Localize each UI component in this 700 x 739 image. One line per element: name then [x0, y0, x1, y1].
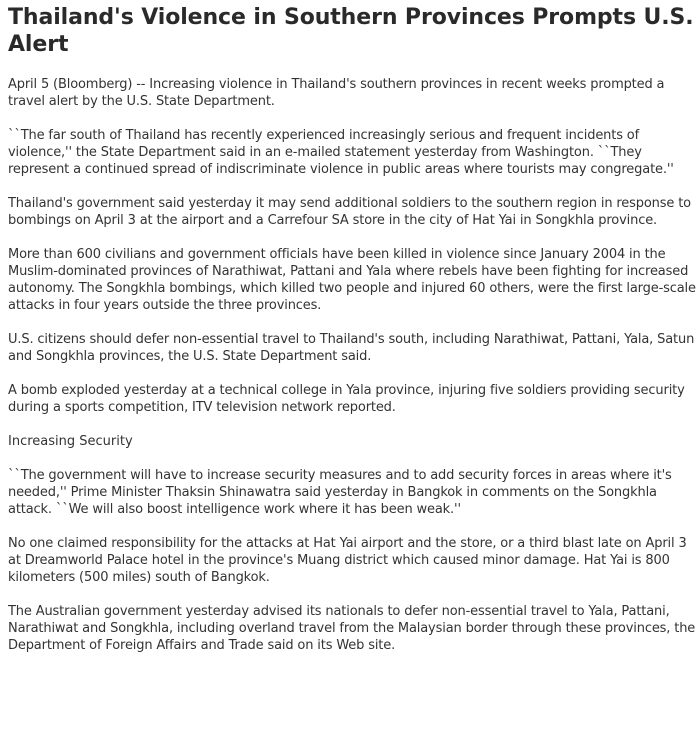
- section-subheading: Increasing Security: [8, 434, 133, 449]
- paragraph-1: April 5 (Bloomberg) -- Increasing violence in Thailand's southern provinces in recent weeks prompted a travel alert by the U.S. State Department.: [8, 77, 665, 109]
- paragraph-5: U.S. citizens should defer non-essential travel to Thailand's south, including Narathiwat, Pattani, Yala, Satun and Songkhla provinces, the U.S. State Department said.: [8, 332, 695, 364]
- paragraph-8: No one claimed responsibility for the attacks at Hat Yai airport and the store, or a third blast late on April 3 at Dreamworld Palace hotel in the province's Muang district which caused minor damage. Hat Yai is 800 kilometers (500 miles) south of Bangkok.: [8, 536, 687, 585]
- paragraph-4: More than 600 civilians and government officials have been killed in violence since January 2004 in the Muslim-dominated provinces of Narathiwat, Pattani and Yala where rebels have been fighting for increased autonomy. The Songkhla bombings, which killed two people and injured 60 others, were the first large-scale attacks in four years outside the three provinces.: [8, 247, 696, 313]
- article-headline: Thailand's Violence in Southern Provinces Prompts U.S. Alert: [8, 5, 694, 57]
- paragraph-9: The Australian government yesterday advised its nationals to defer non-essential travel to Yala, Pattani, Narathiwat and Songkhla, including overland travel from the Malaysian border through these provinces, the Department of Foreign Affairs and Trade said on its Web site.: [8, 604, 696, 653]
- paragraph-3: Thailand's government said yesterday it may send additional soldiers to the southern region in response to bombings on April 3 at the airport and a Carrefour SA store in the city of Hat Yai in Songkhla province.: [8, 196, 691, 228]
- paragraph-2: ``The far south of Thailand has recently experienced increasingly serious and frequent incidents of violence,'' the State Department said in an e-mailed statement yesterday from Washington. ``They represent a continued spread of indiscriminate violence in public areas where tourists may congregate.'': [8, 128, 674, 177]
- paragraph-7: ``The government will have to increase security measures and to add security forces in areas where it's needed,'' Prime Minister Thaksin Shinawatra said yesterday in Bangkok in comments on the Songkhla attack. ``We will also boost intelligence work where it has been weak.'': [8, 468, 672, 517]
- paragraph-6: A bomb exploded yesterday at a technical college in Yala province, injuring five soldiers providing security during a sports competition, ITV television network reported.: [8, 383, 685, 415]
- article: [8, 4, 698, 671]
